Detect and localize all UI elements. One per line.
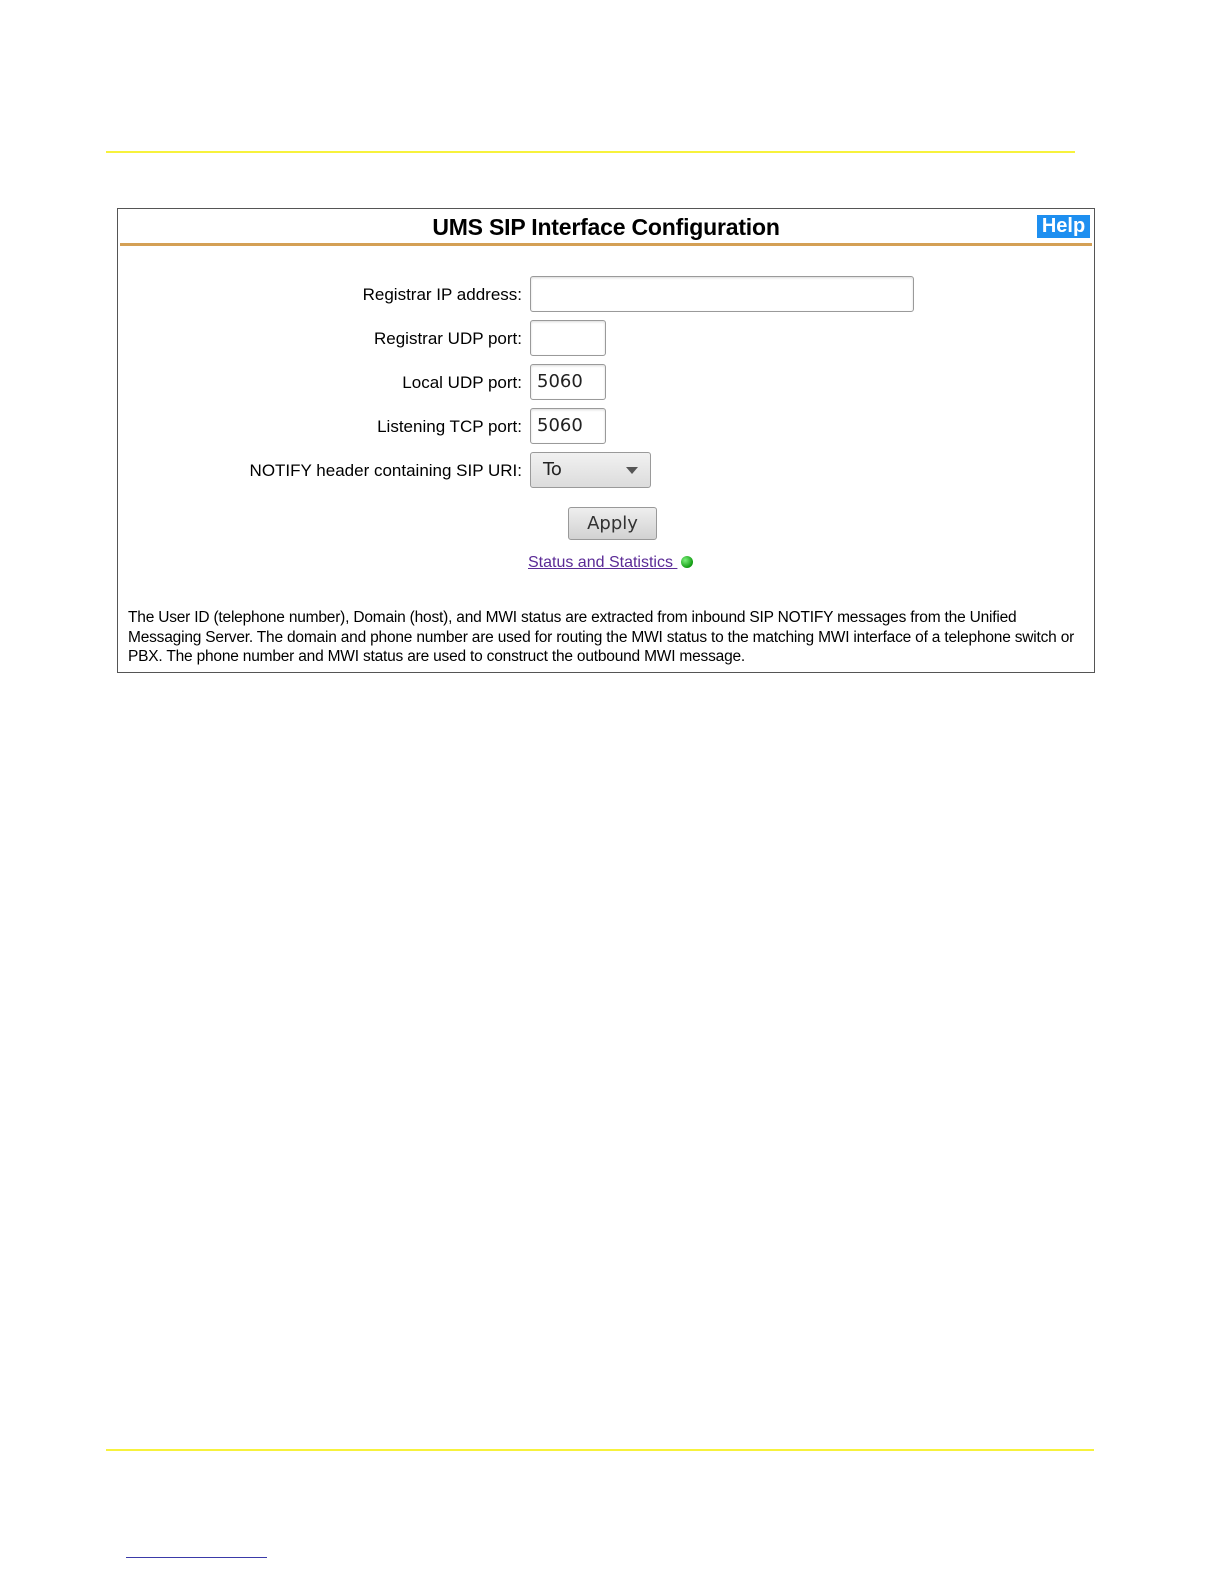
listening-tcp-port-label: Listening TCP port:: [377, 417, 522, 436]
page-title: UMS SIP Interface Configuration: [432, 214, 780, 240]
sip-config-panel: [117, 208, 1095, 673]
local-udp-port-input[interactable]: 5060: [530, 364, 606, 400]
status-indicator-icon: [681, 556, 693, 568]
notify-header-select[interactable]: [530, 452, 651, 488]
status-and-statistics-link[interactable]: [528, 554, 693, 572]
apply-button[interactable]: Apply: [568, 507, 657, 540]
footnote-rule: [126, 1557, 267, 1558]
local-udp-port-label: Local UDP port:: [402, 373, 522, 392]
notify-header-label: NOTIFY header containing SIP URI:: [249, 461, 522, 480]
status-link-label: Status and Statistics: [528, 554, 673, 571]
registrar-udp-port-input[interactable]: [530, 320, 606, 356]
registrar-udp-port-label: Registrar UDP port:: [373, 329, 522, 348]
registrar-ip-label: Registrar IP address:: [362, 285, 522, 304]
page-header-rule: [106, 151, 1075, 153]
help-button[interactable]: Help: [1037, 215, 1090, 238]
panel-header: [120, 209, 1092, 246]
listening-tcp-port-input[interactable]: 5060: [530, 408, 606, 444]
registrar-ip-input[interactable]: [530, 276, 914, 312]
chevron-down-icon: [626, 467, 638, 474]
page-footer-rule: [106, 1449, 1094, 1451]
notify-header-selected-value: To: [543, 459, 562, 480]
description-text: The User ID (telephone number), Domain (host), and MWI status are extracted from inbound SIP NOTIFY messages from the Unified Messaging Server. The domain and phone number are used for routing the MWI status to the matching MWI interface of a telephone switch or PBX. The phone number and MWI status are used to construct the outbound MWI message.: [128, 609, 1075, 665]
